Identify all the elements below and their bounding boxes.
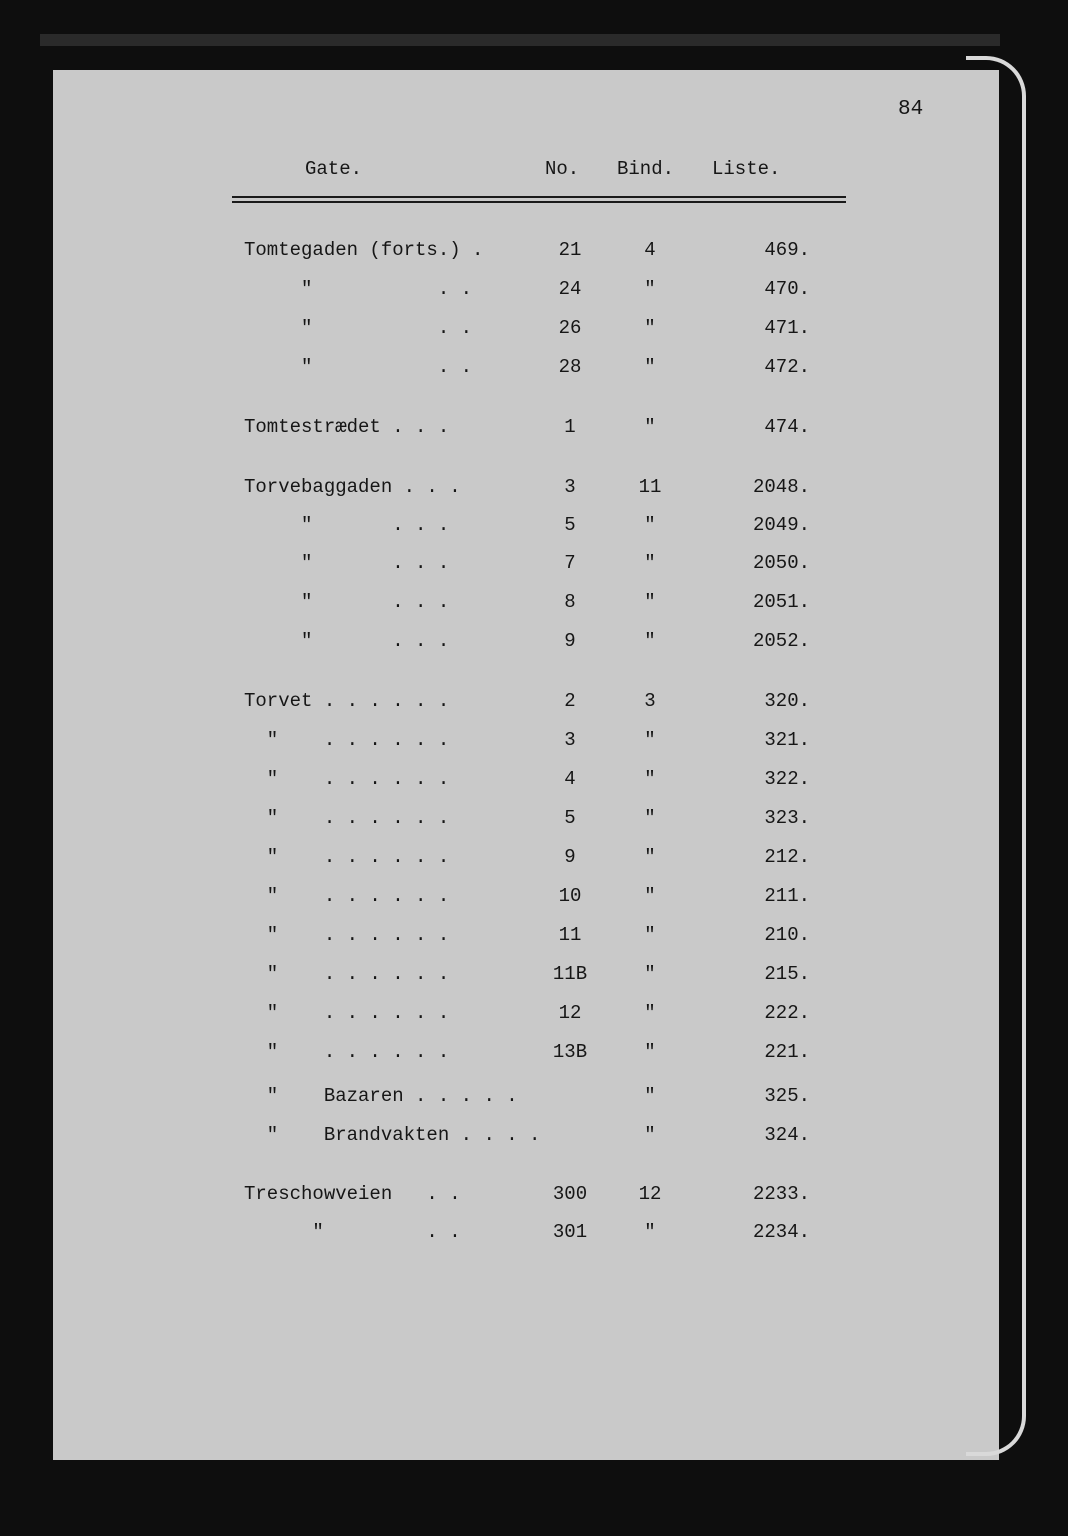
no-cell: 300: [552, 1183, 588, 1205]
bind-cell: ": [644, 1002, 656, 1024]
liste-cell: 2051.: [752, 591, 810, 613]
scan-border-top: [40, 34, 1000, 46]
no-cell: 8: [564, 591, 576, 613]
liste-cell: 474.: [764, 416, 810, 438]
bind-cell: ": [644, 729, 656, 751]
gate-cell: " . . . . . .: [244, 924, 450, 946]
header-rule-second: [232, 201, 846, 203]
table-row: [0, 276, 1068, 302]
bind-cell: ": [644, 924, 656, 946]
table-row: [0, 883, 1068, 909]
table-row: [0, 727, 1068, 753]
gate-cell: " Brandvakten . . . .: [244, 1124, 541, 1146]
gate-cell: Tomtestrædet . . .: [244, 416, 450, 438]
bind-cell: 3: [644, 690, 656, 712]
liste-cell: 2049.: [752, 514, 810, 536]
liste-cell: 321.: [764, 729, 810, 751]
table-row: [0, 414, 1068, 440]
table-row: [0, 922, 1068, 948]
no-cell: 12: [558, 1002, 582, 1024]
table-row: [0, 354, 1068, 380]
bind-cell: ": [644, 1221, 656, 1243]
page-number: 84: [898, 98, 924, 121]
bind-cell: ": [644, 630, 656, 652]
table-row: [0, 474, 1068, 500]
no-cell: 1: [564, 416, 576, 438]
table-row: [0, 1083, 1068, 1109]
liste-cell: 469.: [764, 239, 810, 261]
table-row: [0, 1039, 1068, 1065]
bind-cell: ": [644, 591, 656, 613]
header-gate: Gate.: [305, 158, 363, 180]
no-cell: 5: [564, 514, 576, 536]
gate-cell: " Bazaren . . . . .: [244, 1085, 518, 1107]
table-row: [0, 628, 1068, 654]
liste-cell: 323.: [764, 807, 810, 829]
liste-cell: 322.: [764, 768, 810, 790]
bind-cell: ": [644, 1041, 656, 1063]
liste-cell: 472.: [764, 356, 810, 378]
no-cell: 11: [558, 924, 582, 946]
liste-cell: 324.: [764, 1124, 810, 1146]
liste-cell: 2052.: [752, 630, 810, 652]
header-rule: [232, 196, 846, 198]
no-cell: 301: [552, 1221, 588, 1243]
gate-cell: " . .: [244, 317, 473, 339]
bind-cell: ": [644, 356, 656, 378]
bind-cell: ": [644, 1085, 656, 1107]
no-cell: 4: [564, 768, 576, 790]
no-cell: 11B: [552, 963, 588, 985]
liste-cell: 320.: [764, 690, 810, 712]
bind-cell: ": [644, 552, 656, 574]
gate-cell: " . . . . . .: [244, 768, 450, 790]
bind-cell: ": [644, 885, 656, 907]
no-cell: 24: [558, 278, 582, 300]
no-cell: 9: [564, 846, 576, 868]
header-bind: Bind.: [617, 158, 675, 180]
bind-cell: ": [644, 317, 656, 339]
bind-cell: ": [644, 278, 656, 300]
gate-cell: " . . . . . .: [244, 1041, 450, 1063]
table-row: [0, 688, 1068, 714]
liste-cell: 211.: [764, 885, 810, 907]
gate-cell: " . . . . . .: [244, 885, 450, 907]
gate-cell: " . . . . . .: [244, 963, 450, 985]
bind-cell: ": [644, 846, 656, 868]
gate-cell: " . . . . . .: [244, 729, 450, 751]
bind-cell: ": [644, 1124, 656, 1146]
gate-cell: Treschowveien . .: [244, 1183, 461, 1205]
bind-cell: ": [644, 416, 656, 438]
table-row: [0, 1181, 1068, 1207]
no-cell: 26: [558, 317, 582, 339]
no-cell: 5: [564, 807, 576, 829]
no-cell: 13B: [552, 1041, 588, 1063]
gate-cell: " . . . . . .: [244, 846, 450, 868]
bind-cell: ": [644, 807, 656, 829]
liste-cell: 325.: [764, 1085, 810, 1107]
gate-cell: " . .: [244, 278, 473, 300]
liste-cell: 221.: [764, 1041, 810, 1063]
table-row: [0, 1219, 1068, 1245]
liste-cell: 212.: [764, 846, 810, 868]
gate-cell: " . . .: [244, 552, 450, 574]
bind-cell: ": [644, 514, 656, 536]
gate-cell: " . . . . . .: [244, 1002, 450, 1024]
no-cell: 2: [564, 690, 576, 712]
liste-cell: 210.: [764, 924, 810, 946]
table-row: [0, 589, 1068, 615]
header-liste: Liste.: [712, 158, 781, 180]
table-row: [0, 805, 1068, 831]
bind-cell: 12: [638, 1183, 662, 1205]
table-row: [0, 844, 1068, 870]
gate-cell: " . . . . . .: [244, 807, 450, 829]
gate-cell: " . . .: [244, 591, 450, 613]
no-cell: 3: [564, 729, 576, 751]
liste-cell: 2233.: [752, 1183, 810, 1205]
liste-cell: 470.: [764, 278, 810, 300]
no-cell: 7: [564, 552, 576, 574]
gate-cell: " . .: [244, 1221, 461, 1243]
gate-cell: " . . .: [244, 514, 450, 536]
no-cell: 10: [558, 885, 582, 907]
table-row: [0, 550, 1068, 576]
bind-cell: 11: [638, 476, 662, 498]
bind-cell: ": [644, 963, 656, 985]
bind-cell: ": [644, 768, 656, 790]
no-cell: 9: [564, 630, 576, 652]
liste-cell: 222.: [764, 1002, 810, 1024]
page-edge-right: [966, 56, 1026, 1456]
liste-cell: 471.: [764, 317, 810, 339]
table-row: [0, 1122, 1068, 1148]
gate-cell: Torvebaggaden . . .: [244, 476, 461, 498]
table-row: [0, 237, 1068, 263]
liste-cell: 2048.: [752, 476, 810, 498]
gate-cell: " . . .: [244, 630, 450, 652]
table-row: [0, 961, 1068, 987]
no-cell: 3: [564, 476, 576, 498]
gate-cell: " . .: [244, 356, 473, 378]
table-row: [0, 1000, 1068, 1026]
no-cell: 28: [558, 356, 582, 378]
table-row: [0, 512, 1068, 538]
liste-cell: 2234.: [752, 1221, 810, 1243]
liste-cell: 2050.: [752, 552, 810, 574]
no-cell: 21: [558, 239, 582, 261]
header-no: No.: [545, 158, 580, 180]
table-row: [0, 766, 1068, 792]
bind-cell: 4: [644, 239, 656, 261]
liste-cell: 215.: [764, 963, 810, 985]
table-row: [0, 315, 1068, 341]
gate-cell: Tomtegaden (forts.) .: [244, 239, 484, 261]
gate-cell: Torvet . . . . . .: [244, 690, 450, 712]
